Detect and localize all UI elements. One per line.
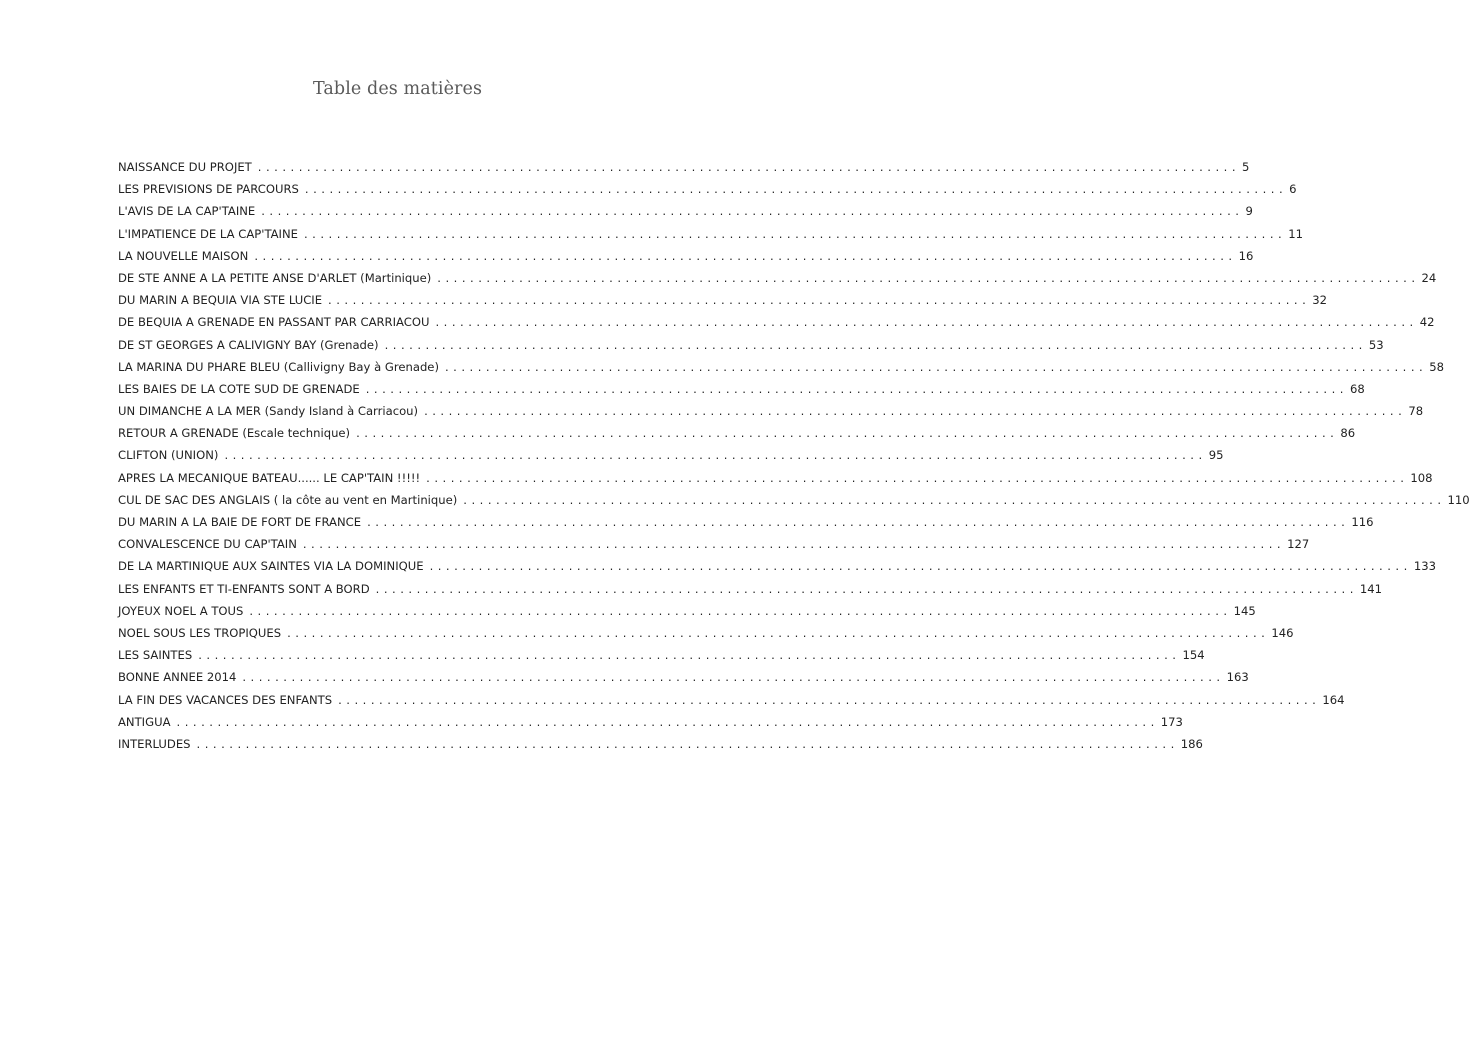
toc-dot-leader: ........................................................................................................................ <box>338 692 1321 707</box>
toc-dot-leader: ........................................................................................................................ <box>367 515 1350 529</box>
toc-entry-title: L'AVIS DE LA CAP'TAINE <box>118 204 256 219</box>
toc-entry[interactable] <box>118 356 1444 378</box>
toc-entry-page-number: 68 <box>1349 381 1365 396</box>
toc-entry-title: RETOUR A GRENADE (Escale technique) <box>118 426 351 441</box>
toc-entry-page-number: 16 <box>1238 248 1254 263</box>
toc-entry-page-number: 164 <box>1322 692 1345 707</box>
toc-entry-page-number: 5 <box>1242 160 1250 174</box>
table-of-contents <box>118 156 1470 755</box>
toc-entry-page-number: 32 <box>1312 293 1328 308</box>
toc-entry-page-number: 24 <box>1421 270 1437 285</box>
toc-entry-page-number: 6 <box>1289 182 1297 197</box>
toc-entry-page-number: 173 <box>1160 714 1183 729</box>
toc-entry-page-number: 127 <box>1287 537 1310 552</box>
toc-entry[interactable] <box>118 467 1433 489</box>
toc-entry[interactable] <box>118 533 1310 555</box>
toc-entry-title: CLIFTON (UNION) <box>118 448 219 463</box>
toc-entry[interactable] <box>118 600 1256 622</box>
toc-entry[interactable] <box>118 578 1383 600</box>
toc-entry[interactable] <box>118 644 1205 666</box>
toc-dot-leader: ........................................................................................................................ <box>444 359 1428 374</box>
toc-entry-title: LA MARINA DU PHARE BLEU (Callivigny Bay à Grenade) <box>118 359 439 374</box>
toc-entry-page-number: 11 <box>1288 226 1303 241</box>
toc-entry-page-number: 154 <box>1182 648 1205 663</box>
toc-entry-page-number: 42 <box>1419 315 1435 330</box>
toc-entry[interactable] <box>118 622 1294 644</box>
toc-entry[interactable] <box>118 245 1254 267</box>
toc-entry-title: LES BAIES DE LA COTE SUD DE GRENADE <box>118 381 360 396</box>
toc-entry[interactable] <box>118 311 1435 333</box>
toc-entry-page-number: 9 <box>1245 204 1253 219</box>
toc-entry-title: CUL DE SAC DES ANGLAIS ( la côte au vent en Martinique) <box>118 492 458 507</box>
toc-entry-title: L'IMPATIENCE DE LA CAP'TAINE <box>118 226 298 241</box>
toc-entry[interactable] <box>118 666 1249 688</box>
toc-entry-title: DE LA MARTINIQUE AUX SAINTES VIA LA DOMINIQUE <box>118 559 424 574</box>
toc-entry-page-number: 58 <box>1429 359 1444 374</box>
toc-entry-page-number: 108 <box>1410 470 1433 485</box>
toc-entry[interactable] <box>118 422 1356 444</box>
toc-dot-leader: ........................................................................................................................ <box>198 648 1181 663</box>
toc-dot-leader: ........................................................................................................................ <box>257 160 1241 174</box>
toc-entry-title: NAISSANCE DU PROJET <box>118 160 252 174</box>
toc-dot-leader: ........................................................................................................................ <box>261 204 1244 219</box>
toc-dot-leader: ........................................................................................................................ <box>196 736 1179 751</box>
toc-entry[interactable] <box>118 733 1203 755</box>
toc-dot-leader: ........................................................................................................................ <box>303 226 1287 241</box>
toc-entry[interactable] <box>118 200 1253 222</box>
toc-entry-page-number: 116 <box>1351 515 1374 529</box>
toc-entry-title: BONNE ANNEE 2014 <box>118 670 237 685</box>
toc-entry-title: LA FIN DES VACANCES DES ENFANTS <box>118 692 333 707</box>
toc-entry[interactable] <box>118 267 1437 289</box>
toc-entry-page-number: 186 <box>1180 736 1203 751</box>
toc-entry-title: LES PREVISIONS DE PARCOURS <box>118 182 299 197</box>
toc-dot-leader: ........................................................................................................................ <box>176 714 1159 729</box>
toc-entry-title: INTERLUDES <box>118 736 191 751</box>
toc-dot-leader: ........................................................................................................................ <box>375 581 1358 596</box>
toc-dot-leader: ........................................................................................................................ <box>302 537 1286 552</box>
toc-entry-page-number: 78 <box>1408 404 1424 419</box>
toc-dot-leader: ........................................................................................................................ <box>249 603 1232 618</box>
toc-entry-page-number: 95 <box>1208 448 1224 463</box>
toc-entry-title: ANTIGUA <box>118 714 171 729</box>
toc-dot-leader: ........................................................................................................................ <box>365 381 1348 396</box>
toc-entry[interactable] <box>118 334 1384 356</box>
toc-entry[interactable] <box>118 289 1328 311</box>
toc-entry-title: LES ENFANTS ET TI-ENFANTS SONT A BORD <box>118 581 370 596</box>
toc-entry[interactable] <box>118 555 1436 577</box>
toc-entry-title: UN DIMANCHE A LA MER (Sandy Island à Carriacou) <box>118 404 419 419</box>
toc-entry[interactable] <box>118 444 1224 466</box>
toc-entry-page-number: 163 <box>1226 670 1249 685</box>
toc-dot-leader: ........................................................................................................................ <box>437 270 1420 285</box>
toc-entry-page-number: 86 <box>1340 426 1356 441</box>
toc-entry-page-number: 145 <box>1233 603 1256 618</box>
toc-entry-title: JOYEUX NOEL A TOUS <box>118 603 244 618</box>
toc-entry-title: DE STE ANNE A LA PETITE ANSE D'ARLET (Martinique) <box>118 270 432 285</box>
toc-dot-leader: ........................................................................................................................ <box>287 625 1270 640</box>
toc-entry-title: LA NOUVELLE MAISON <box>118 248 249 263</box>
toc-entry[interactable] <box>118 400 1424 422</box>
toc-dot-leader: ........................................................................................................................ <box>435 315 1418 330</box>
page-title: Table des matières <box>312 79 483 99</box>
toc-entry[interactable] <box>118 489 1470 511</box>
toc-entry[interactable] <box>118 223 1303 245</box>
toc-dot-leader: ........................................................................................................................ <box>426 470 1409 485</box>
toc-entry[interactable] <box>118 689 1345 711</box>
toc-entry-page-number: 146 <box>1271 625 1294 640</box>
toc-entry-title: NOEL SOUS LES TROPIQUES <box>118 625 282 640</box>
toc-entry-page-number: 133 <box>1413 559 1436 574</box>
toc-dot-leader: ........................................................................................................................ <box>224 448 1207 463</box>
toc-dot-leader: ........................................................................................................................ <box>384 337 1367 352</box>
toc-dot-leader: ........................................................................................................................ <box>429 559 1412 574</box>
toc-entry-page-number: 53 <box>1368 337 1384 352</box>
toc-dot-leader: ........................................................................................................................ <box>463 492 1446 507</box>
toc-dot-leader: ........................................................................................................................ <box>356 426 1339 441</box>
toc-entry-title: DE ST GEORGES A CALIVIGNY BAY (Grenade) <box>118 337 379 352</box>
toc-entry[interactable] <box>118 156 1250 178</box>
toc-entry-page-number: 110 <box>1447 492 1470 507</box>
toc-entry-title: LES SAINTES <box>118 648 193 663</box>
toc-dot-leader: ........................................................................................................................ <box>328 293 1311 308</box>
toc-dot-leader: ........................................................................................................................ <box>424 404 1407 419</box>
toc-dot-leader: ........................................................................................................................ <box>254 248 1237 263</box>
toc-entry[interactable] <box>118 511 1374 533</box>
toc-entry-title: DU MARIN A LA BAIE DE FORT DE FRANCE <box>118 515 362 529</box>
toc-entry-title: CONVALESCENCE DU CAP'TAIN <box>118 537 297 552</box>
toc-entry-title: DE BEQUIA A GRENADE EN PASSANT PAR CARRIACOU <box>118 315 430 330</box>
toc-entry[interactable] <box>118 178 1297 200</box>
toc-entry-title: APRES LA MECANIQUE BATEAU...... LE CAP'TAIN !!!!! <box>118 470 421 485</box>
toc-entry-page-number: 141 <box>1359 581 1383 596</box>
toc-entry-title: DU MARIN A BEQUIA VIA STE LUCIE <box>118 293 323 308</box>
toc-entry[interactable] <box>118 378 1365 400</box>
toc-entry[interactable] <box>118 711 1183 733</box>
toc-dot-leader: ........................................................................................................................ <box>304 182 1288 197</box>
toc-dot-leader: ........................................................................................................................ <box>242 670 1225 685</box>
